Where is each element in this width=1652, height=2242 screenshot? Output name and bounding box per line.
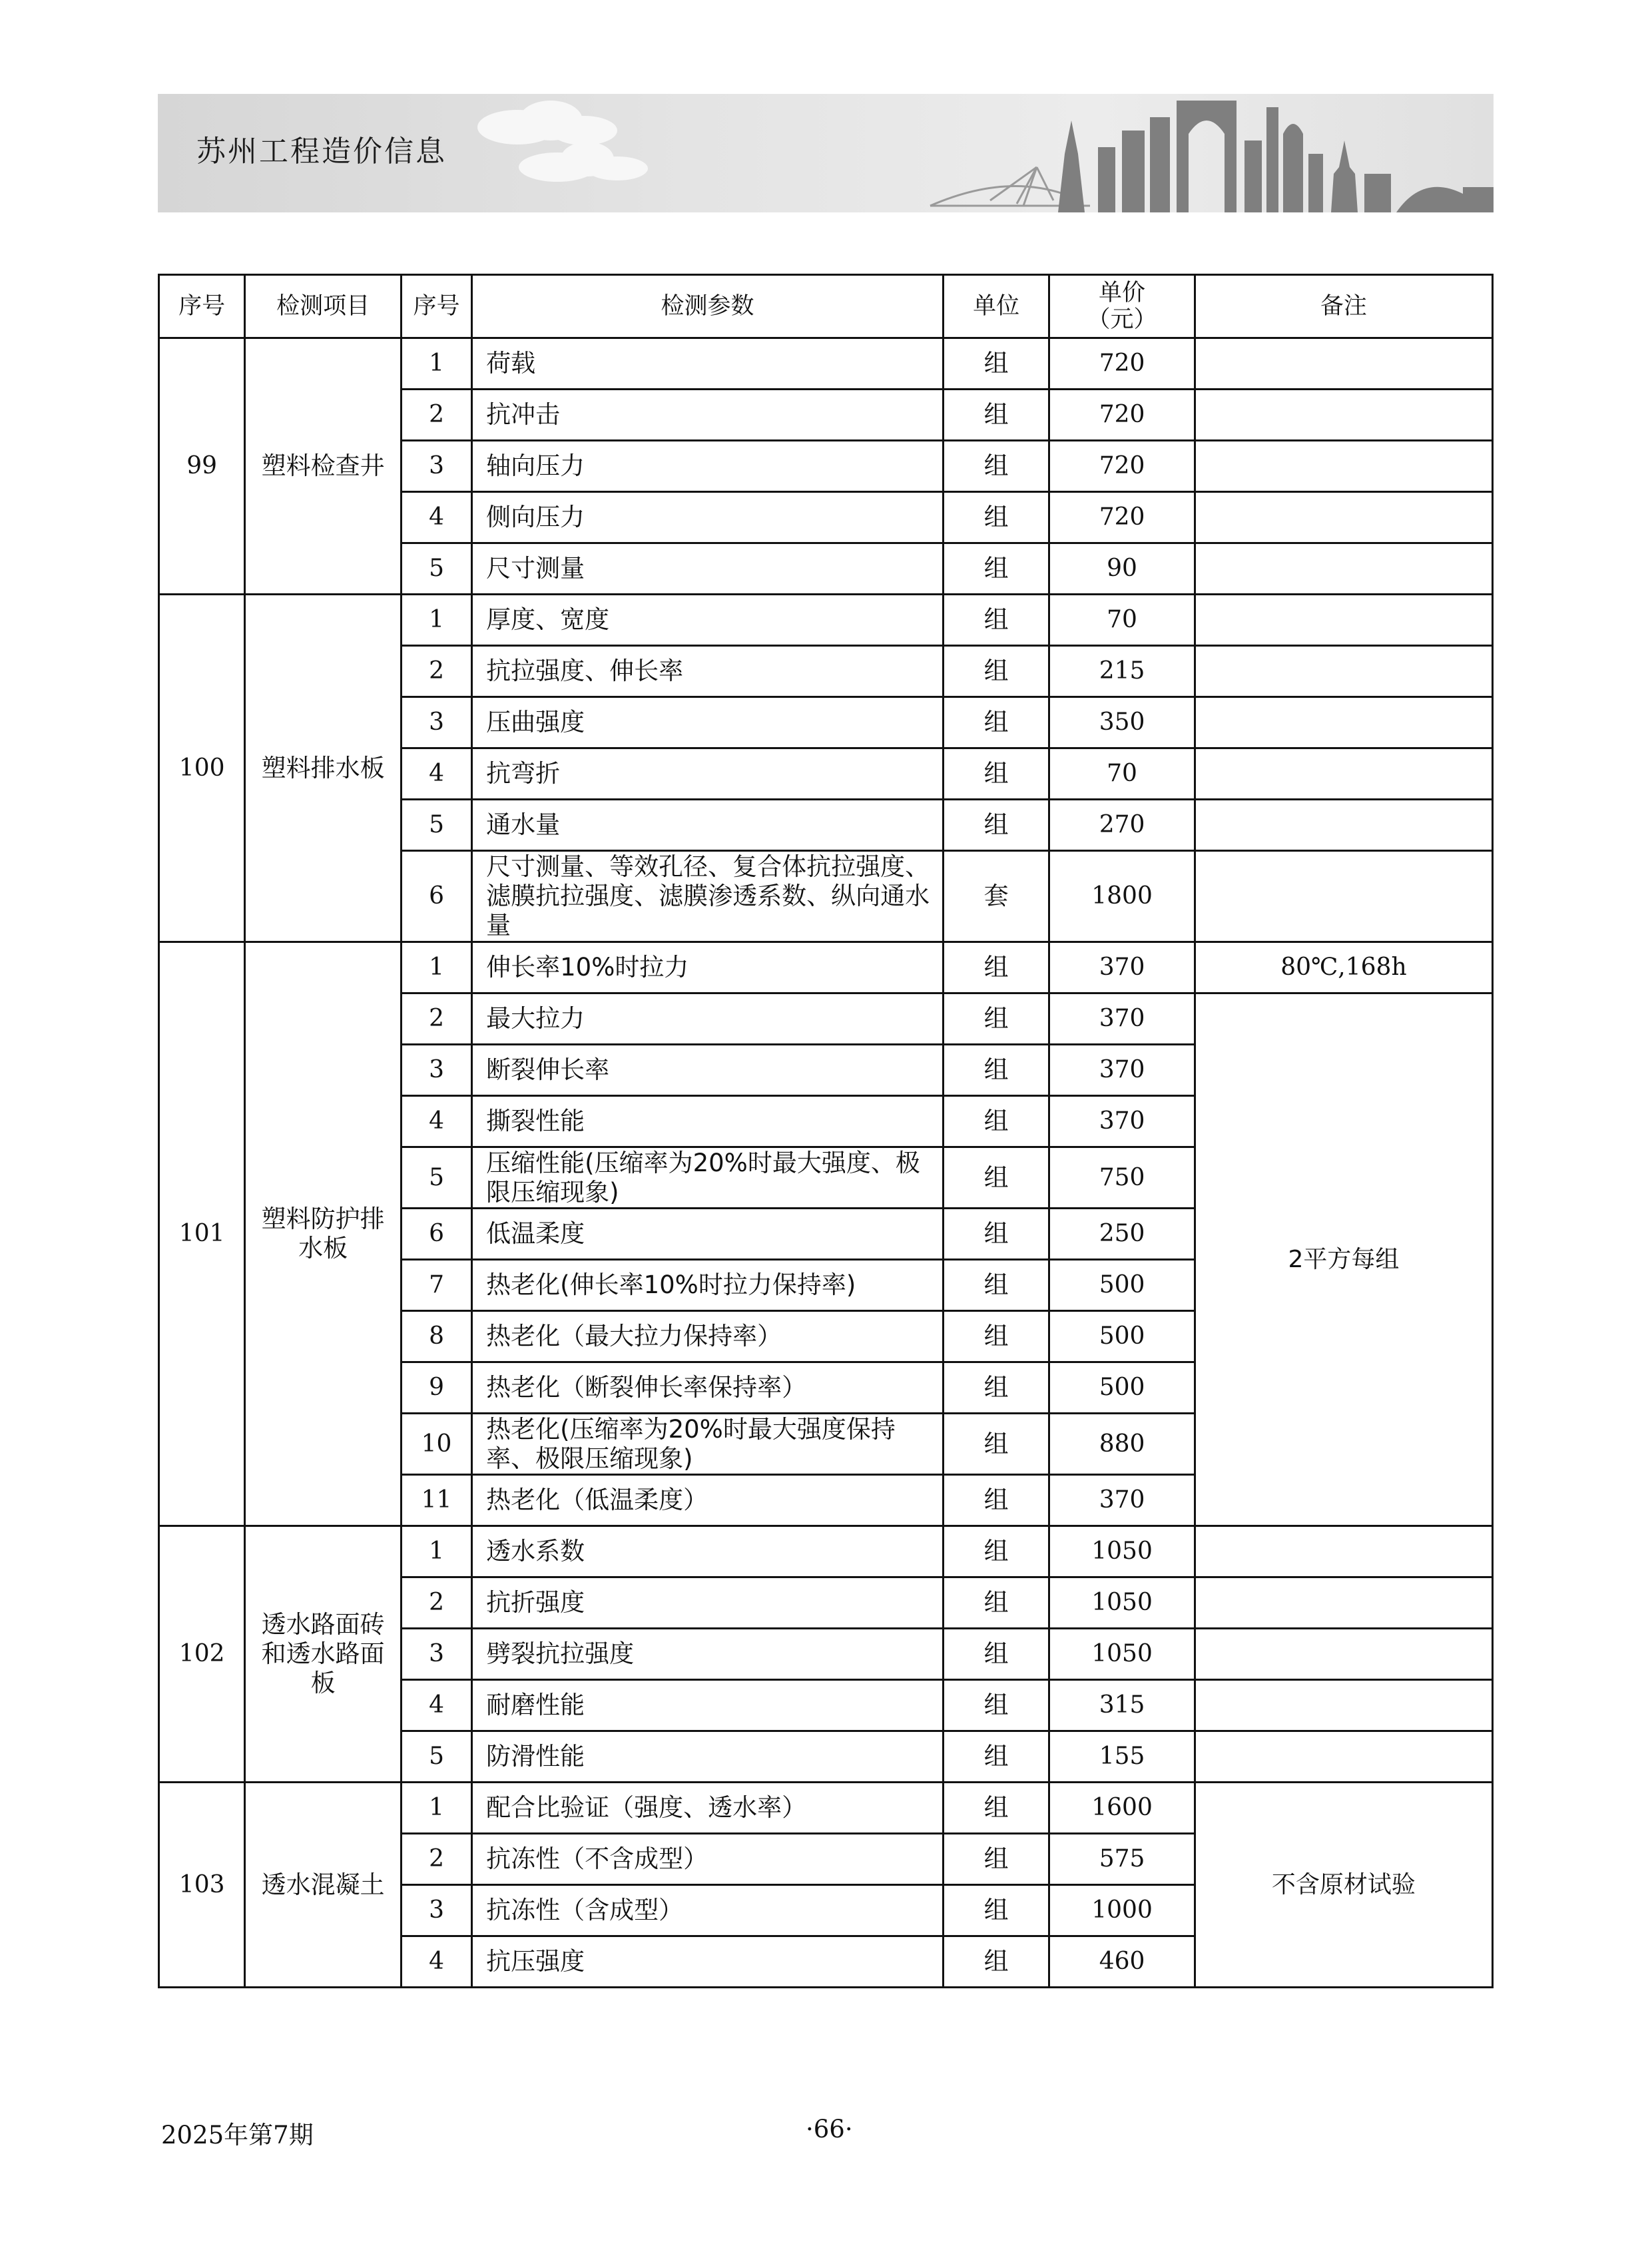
unit-price: 720: [1049, 390, 1195, 441]
sub-number: 3: [401, 441, 471, 492]
sub-number: 5: [401, 1731, 471, 1783]
test-parameter: 热老化(压缩率为20%时最大强度保持率、极限压缩现象): [472, 1414, 944, 1475]
remark: [1195, 338, 1492, 390]
test-item: 塑料防护排水板: [245, 942, 402, 1526]
sub-number: 5: [401, 800, 471, 851]
publication-title: 苏州工程造价信息: [196, 135, 447, 168]
test-parameter: 尺寸测量、等效孔径、复合体抗拉强度、滤膜抗拉强度、滤膜渗透系数、纵向通水量: [472, 851, 944, 942]
remark: [1195, 1577, 1492, 1629]
test-parameter: 热老化（断裂伸长率保持率）: [472, 1362, 944, 1414]
test-parameter: 最大拉力: [472, 993, 944, 1045]
unit: 组: [943, 1311, 1049, 1362]
group-number: 101: [159, 942, 245, 1526]
unit-price: 720: [1049, 492, 1195, 543]
unit: 组: [943, 1577, 1049, 1629]
unit-price: 1000: [1049, 1885, 1195, 1936]
unit-price: 315: [1049, 1680, 1195, 1731]
unit-price: 70: [1049, 748, 1195, 800]
sub-number: 6: [401, 851, 471, 942]
remark: 2平方每组: [1195, 993, 1492, 1526]
sub-number: 3: [401, 1045, 471, 1096]
table-row: [159, 1783, 1493, 1834]
test-parameter: 轴向压力: [472, 441, 944, 492]
sub-number: 7: [401, 1260, 471, 1311]
sub-number: 11: [401, 1475, 471, 1526]
header-banner: [158, 94, 1494, 212]
remark: [1195, 1629, 1492, 1680]
test-parameter: 伸长率10%时拉力: [472, 942, 944, 993]
unit: 组: [943, 800, 1049, 851]
sub-number: 4: [401, 1096, 471, 1147]
group-number: 103: [159, 1783, 245, 1988]
unit-price: 70: [1049, 595, 1195, 646]
table-row: [159, 338, 1493, 390]
unit-price: 1050: [1049, 1577, 1195, 1629]
sub-number: 4: [401, 748, 471, 800]
column-header: 检测项目: [245, 275, 402, 338]
unit: 组: [943, 1526, 1049, 1577]
unit-price: 370: [1049, 993, 1195, 1045]
unit: 组: [943, 338, 1049, 390]
test-parameter: 抗弯折: [472, 748, 944, 800]
remark: [1195, 800, 1492, 851]
table-row: [159, 942, 1493, 993]
test-parameter: 配合比验证（强度、透水率）: [472, 1783, 944, 1834]
test-parameter: 抗冲击: [472, 390, 944, 441]
unit-price: 880: [1049, 1414, 1195, 1475]
test-parameter: 断裂伸长率: [472, 1045, 944, 1096]
sub-number: 2: [401, 646, 471, 697]
unit-price: 500: [1049, 1362, 1195, 1414]
sub-number: 4: [401, 1936, 471, 1988]
sub-number: 6: [401, 1209, 471, 1260]
test-parameter: 撕裂性能: [472, 1096, 944, 1147]
sub-number: 2: [401, 1577, 471, 1629]
price-table: [158, 274, 1494, 1988]
sub-number: 9: [401, 1362, 471, 1414]
test-parameter: 压曲强度: [472, 697, 944, 748]
unit: 组: [943, 1209, 1049, 1260]
sub-number: 5: [401, 1147, 471, 1209]
test-parameter: 通水量: [472, 800, 944, 851]
unit-price: 1050: [1049, 1629, 1195, 1680]
unit: 组: [943, 492, 1049, 543]
unit: 组: [943, 697, 1049, 748]
remark: [1195, 748, 1492, 800]
sub-number: 4: [401, 1680, 471, 1731]
group-number: 102: [159, 1526, 245, 1783]
table-row: [159, 595, 1493, 646]
test-item: 透水混凝土: [245, 1783, 402, 1988]
unit: 组: [943, 543, 1049, 595]
test-parameter: 抗冻性（不含成型）: [472, 1834, 944, 1885]
test-parameter: 透水系数: [472, 1526, 944, 1577]
unit: 组: [943, 390, 1049, 441]
unit: 组: [943, 1260, 1049, 1311]
unit-price: 370: [1049, 1096, 1195, 1147]
remark: [1195, 543, 1492, 595]
test-parameter: 低温柔度: [472, 1209, 944, 1260]
column-header: 序号: [401, 275, 471, 338]
remark: [1195, 492, 1492, 543]
unit: 组: [943, 1783, 1049, 1834]
remark: 80℃,168h: [1195, 942, 1492, 993]
table-header-row: [159, 275, 1493, 338]
sub-number: 5: [401, 543, 471, 595]
remark: [1195, 390, 1492, 441]
unit-price: 370: [1049, 1045, 1195, 1096]
column-header: 单价 （元）: [1049, 275, 1195, 338]
sub-number: 3: [401, 697, 471, 748]
unit-price: 155: [1049, 1731, 1195, 1783]
test-parameter: 抗冻性（含成型）: [472, 1885, 944, 1936]
sub-number: 4: [401, 492, 471, 543]
table-row: [159, 1526, 1493, 1577]
unit: 组: [943, 1362, 1049, 1414]
sub-number: 2: [401, 1834, 471, 1885]
test-parameter: 热老化(伸长率10%时拉力保持率): [472, 1260, 944, 1311]
sub-number: 3: [401, 1629, 471, 1680]
unit-price: 370: [1049, 1475, 1195, 1526]
unit: 组: [943, 1414, 1049, 1475]
unit: 组: [943, 595, 1049, 646]
unit-price: 350: [1049, 697, 1195, 748]
sub-number: 1: [401, 1526, 471, 1577]
unit: 组: [943, 1045, 1049, 1096]
test-parameter: 压缩性能(压缩率为20%时最大强度、极限压缩现象): [472, 1147, 944, 1209]
test-parameter: 热老化（最大拉力保持率）: [472, 1311, 944, 1362]
unit: 组: [943, 1475, 1049, 1526]
unit: 组: [943, 748, 1049, 800]
remark: [1195, 595, 1492, 646]
unit-price: 575: [1049, 1834, 1195, 1885]
unit-price: 215: [1049, 646, 1195, 697]
sub-number: 1: [401, 1783, 471, 1834]
unit: 组: [943, 1680, 1049, 1731]
unit-price: 460: [1049, 1936, 1195, 1988]
test-item: 塑料排水板: [245, 595, 402, 942]
issue-label: 2025年第7期: [161, 2121, 314, 2149]
sub-number: 1: [401, 338, 471, 390]
unit-price: 500: [1049, 1260, 1195, 1311]
group-number: 100: [159, 595, 245, 942]
unit: 组: [943, 1834, 1049, 1885]
test-parameter: 劈裂抗拉强度: [472, 1629, 944, 1680]
sub-number: 2: [401, 993, 471, 1045]
unit-price: 500: [1049, 1311, 1195, 1362]
unit: 组: [943, 993, 1049, 1045]
remark: 不含原材试验: [1195, 1783, 1492, 1988]
unit: 组: [943, 1885, 1049, 1936]
test-parameter: 荷载: [472, 338, 944, 390]
sub-number: 3: [401, 1885, 471, 1936]
column-header: 检测参数: [472, 275, 944, 338]
sub-number: 8: [401, 1311, 471, 1362]
test-parameter: 抗压强度: [472, 1936, 944, 1988]
unit: 组: [943, 1629, 1049, 1680]
unit: 组: [943, 441, 1049, 492]
skyline-buildings: [1058, 101, 1494, 212]
test-parameter: 尺寸测量: [472, 543, 944, 595]
unit: 组: [943, 646, 1049, 697]
test-parameter: 防滑性能: [472, 1731, 944, 1783]
test-parameter: 热老化（低温柔度）: [472, 1475, 944, 1526]
test-parameter: 抗拉强度、伸长率: [472, 646, 944, 697]
unit: 组: [943, 1147, 1049, 1209]
remark: [1195, 697, 1492, 748]
cloud-icon: [477, 101, 648, 182]
unit-price: 720: [1049, 441, 1195, 492]
column-header: 备注: [1195, 275, 1492, 338]
unit: 组: [943, 1096, 1049, 1147]
remark: [1195, 1731, 1492, 1783]
unit-price: 90: [1049, 543, 1195, 595]
remark: [1195, 441, 1492, 492]
unit-price: 270: [1049, 800, 1195, 851]
test-parameter: 侧向压力: [472, 492, 944, 543]
unit-price: 750: [1049, 1147, 1195, 1209]
sub-number: 1: [401, 595, 471, 646]
unit-price: 1800: [1049, 851, 1195, 942]
column-header: 单位: [943, 275, 1049, 338]
test-parameter: 抗折强度: [472, 1577, 944, 1629]
unit-price: 370: [1049, 942, 1195, 993]
test-parameter: 耐磨性能: [472, 1680, 944, 1731]
remark: [1195, 646, 1492, 697]
remark: [1195, 851, 1492, 942]
unit: 组: [943, 942, 1049, 993]
unit-price: 720: [1049, 338, 1195, 390]
group-number: 99: [159, 338, 245, 595]
unit-price: 250: [1049, 1209, 1195, 1260]
column-header: 序号: [159, 275, 245, 338]
sub-number: 2: [401, 390, 471, 441]
test-item: 塑料检查井: [245, 338, 402, 595]
unit-price: 1050: [1049, 1526, 1195, 1577]
test-parameter: 厚度、宽度: [472, 595, 944, 646]
test-item: 透水路面砖和透水路面板: [245, 1526, 402, 1783]
remark: [1195, 1526, 1492, 1577]
unit: 组: [943, 1936, 1049, 1988]
sub-number: 10: [401, 1414, 471, 1475]
sub-number: 1: [401, 942, 471, 993]
remark: [1195, 1680, 1492, 1731]
unit: 套: [943, 851, 1049, 942]
unit-price: 1600: [1049, 1783, 1195, 1834]
page-number: ·66·: [806, 2115, 853, 2143]
unit: 组: [943, 1731, 1049, 1783]
